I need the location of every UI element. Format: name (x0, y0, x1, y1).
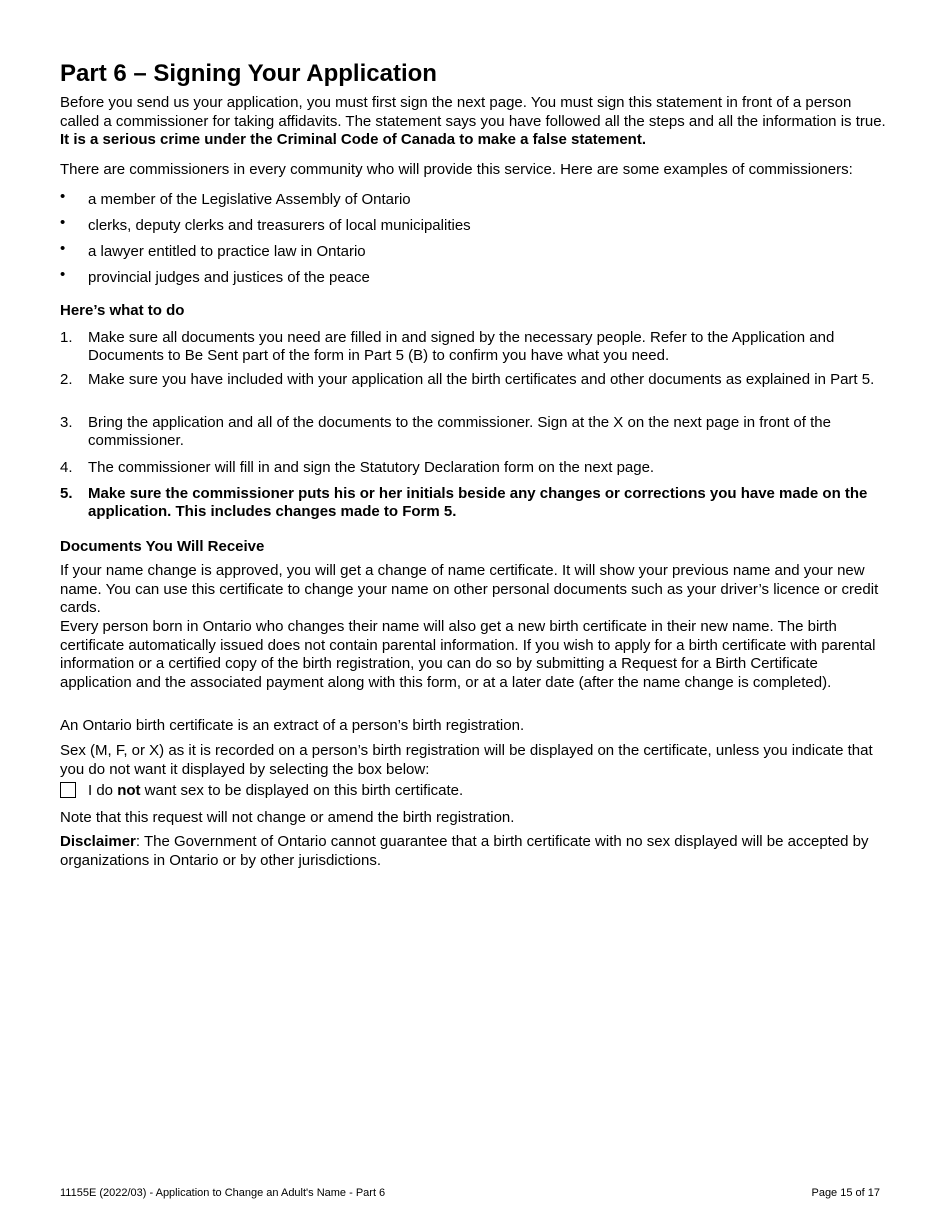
list-item: • a lawyer entitled to practice law in Ontario (60, 240, 366, 260)
step-item: 1. Make sure all documents you need are filled in and signed by the necessary people. Refer to the Application and Documents to Be Sent part of the form in Part 5 (B) to confirm you have what you need. (60, 329, 835, 365)
page-title: Part 6 – Signing Your Application (60, 60, 437, 87)
intro-warning: It is a serious crime under the Criminal Code of Canada to make a false statement. (60, 131, 647, 149)
sex-display-note: Sex (M, F, or X) as it is recorded on a person’s birth registration will be displayed on the certificate, unless you indicate that you do not want it displayed by selecting the box below: (60, 742, 873, 778)
no-sex-display-checkbox[interactable] (60, 782, 76, 798)
bullet-icon: • (60, 214, 66, 231)
step-item-important: 5. Make sure the commissioner puts his or her initials beside any changes or corrections you have made on the application. This includes changes made to Form 5. (60, 485, 868, 521)
sex-display-option[interactable]: I do not want sex to be displayed on this birth certificate. (60, 782, 463, 800)
amend-note: Note that this request will not change or amend the birth registration. (60, 809, 515, 826)
documents-paragraph-1: If your name change is approved, you will get a change of name certificate. It will show your previous name and your new name. You can use this certificate to change your name on other personal documents such as your driver’s licence or credit cards. (60, 562, 879, 617)
documents-paragraph-2: Every person born in Ontario who changes their name will also get a new birth certificate in their new name. The birth certificate automatically issued does not contain parental information. If you wish to apply for a birth certificate with parental information or a certified copy of the birth registration, you can do so by submitting a Request for a Birth Certificate application and the associated payment along with this form, or at a later date (after the name change is completed). (60, 618, 876, 692)
bullet-icon: • (60, 266, 66, 283)
commissioner-examples-list (60, 188, 890, 295)
documents-heading: Documents You Will Receive (60, 538, 265, 555)
steps-heading: Here’s what to do (60, 302, 185, 319)
bullet-icon: • (60, 188, 66, 205)
disclaimer: Disclaimer: The Government of Ontario cannot guarantee that a birth certificate with no sex displayed will be accepted by organizations in Ontario or by other jurisdictions. (60, 833, 869, 869)
disclaimer-label: Disclaimer (60, 833, 136, 850)
bullet-icon: • (60, 240, 66, 257)
list-item: • a member of the Legislative Assembly of Ontario (60, 188, 411, 208)
step-item: 3. Bring the application and all of the documents to the commissioner. Sign at the X on the next page in front of the commissioner. (60, 414, 831, 450)
extract-note: An Ontario birth certificate is an extract of a person’s birth registration. (60, 717, 525, 734)
footer-page-number: Page 15 of 17 (811, 1187, 880, 1199)
step-item: 4. The commissioner will fill in and sign the Statutory Declaration form on the next page. (60, 459, 655, 476)
list-item: • clerks, deputy clerks and treasurers of local municipalities (60, 214, 471, 234)
footer-form-id: 11155E (2022/03) - Application to Change an Adult's Name - Part 6 (60, 1187, 386, 1199)
intro-paragraph (60, 94, 890, 150)
step-item: 2. Make sure you have included with your application all the birth certificates and other documents as explained in Part 5. (60, 371, 875, 388)
intro-text: Before you send us your application, you must first sign the next page. You must sign this statement in front of a person called a commissioner for taking affidavits. The statement says you have followed all the steps and all the information is true. (60, 94, 886, 130)
commissioners-intro: There are commissioners in every community who will provide this service. Here are some examples of commissioners: (60, 161, 853, 178)
list-item: • provincial judges and justices of the peace (60, 266, 370, 286)
